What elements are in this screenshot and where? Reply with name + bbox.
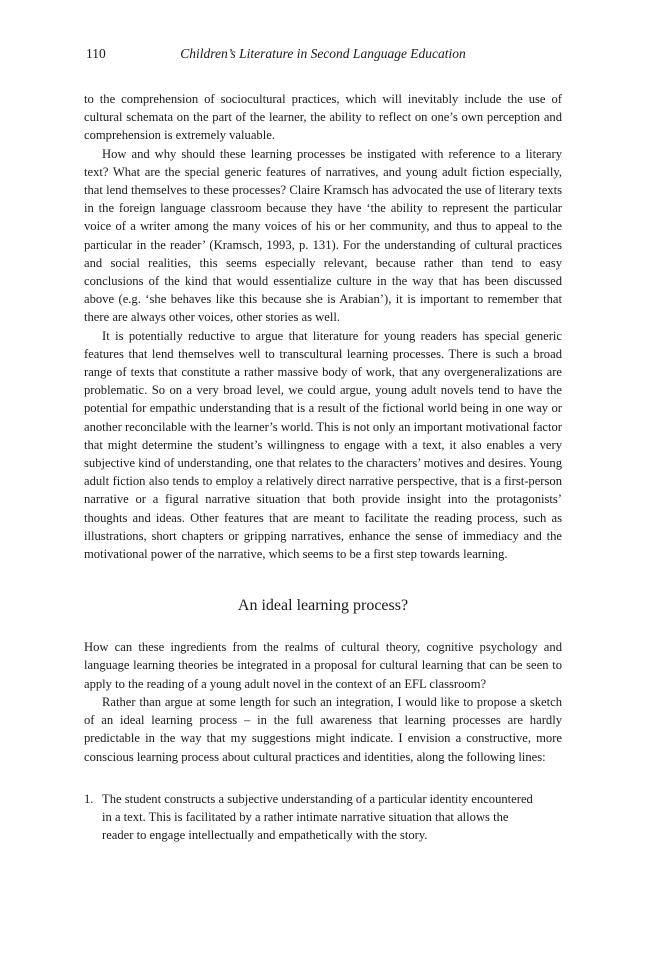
section-heading: An ideal learning process?	[237, 597, 409, 615]
paragraph: How can these ingredients from the realms of cultural theory, cognitive psychology and language learning theories be integrated in a proposal for cultural learning that can be seen to apply to the reading of a young adult novel in the context of an EFL classroom?	[84, 640, 562, 691]
paragraph: How and why should these learning processes be instigated with reference to a literary text? What are the special generic features of narratives, and young adult fiction especially, that lend themselves to these processes? Claire Kramsch has advocated the use of literary texts in the foreign language classroom because they have ‘the ability to represent the particular voice of a writer among the many voices of his or her community, and thus to appeal to the particular in the reader’ (Kramsch, 1993, p. 131). For the understanding of cultural practices and social realities, this seems especially relevant, because rather than tend to easy conclusions of the kind that would essentialize culture in the way that has been discussed above (e.g. ‘she behaves like this because she is Arabian’), it is important to remember that there are always other voices, other stories as well.	[84, 146, 562, 325]
running-title: Children’s Literature in Second Language Education	[180, 46, 466, 61]
paragraph: It is potentially reductive to argue that literature for young readers has special generic features that lend themselves well to transcultural learning processes. There is such a broad range of texts that constitute a rather massive body of work, that any overgeneralizations are problematic. So on a very broad level, we could argue, young adult novels tend to have the potential for empathic understanding that is a result of the fictional world being in one way or another reconcilable with the learner’s world. This is not only an important motivational factor that might determine the student’s willingness to engage with a text, it also enables a very subjective kind of understanding, one that relates to the characters’ motives and desires. Young adult fiction also tends to employ a relatively direct narrative perspective, that is a first-person narrative or a figural narrative situation that both provide insight into the protagonists’ thoughts and ideas. Other features that are meant to facilitate the reading process, such as illustrations, short chapters or gripping narratives, enhance the sense of immediacy and the motivational power of the narrative, which seems to be a first step towards learning.	[84, 328, 562, 562]
paragraph: Rather than argue at some length for such an integration, I would like to propose a sketch of an ideal learning process – in the full awareness that learning processes are hardly predictable in the way that my suggestions might indicate. I envision a constructive, more conscious learning process about cultural practices and identities, along the following lines:	[84, 694, 562, 764]
paragraph: to the comprehension of sociocultural practices, which will inevitably include the use of cultural schemata on the part of the learner, the ability to reflect on one’s own perception and comprehension is extremely valuable.	[84, 92, 562, 143]
numbered-list	[84, 790, 562, 845]
list-item-text: The student constructs a subjective understanding of a particular identity encountered in a text. This is facilitated by a rather intimate narrative situation that allows the reader to engage intellectually and empathetically with the story.	[102, 791, 533, 843]
list-item-number: 1.	[84, 791, 94, 806]
list-item	[84, 790, 562, 845]
page-body	[84, 90, 562, 844]
page-number: 110	[86, 46, 106, 61]
